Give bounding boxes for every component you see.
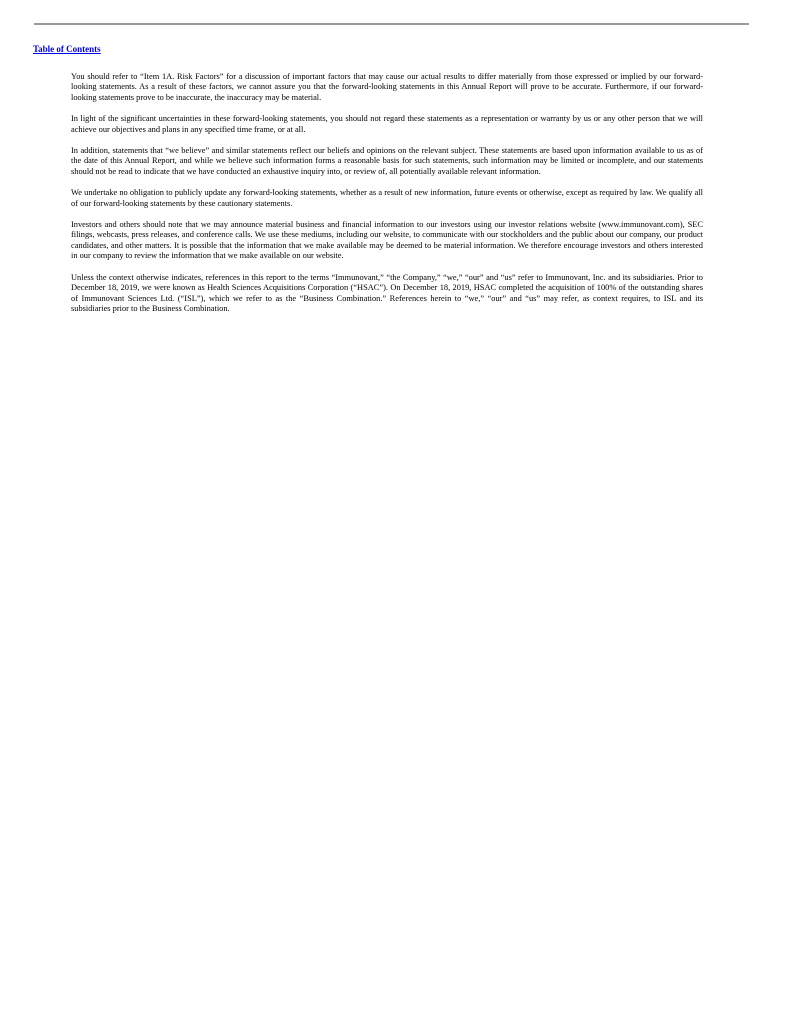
paragraph-investor-relations: Investors and others should note that we may announce material business and financial information to our investors using our investor relations website (www.immunovant.com), SEC filings, webcasts, press releases, and conference calls. We use these mediums, including our website, to communicate with our stockholders and the public about our company, our product candidates, and other matters. It is possible that the information that we make available may be deemed to be material information. We therefore encourage investors and others interested in our company to review the information that we make available on our website.: [71, 220, 703, 261]
paragraph-uncertainties: In light of the significant uncertainties in these forward-looking statements, you should not regard these statements as a representation or warranty by us or any other person that we will achieve our objectives and plans in any specified time frame, or at all.: [71, 114, 703, 134]
paragraph-risk-factors: You should refer to “Item 1A. Risk Factors” for a discussion of important factors that may cause our actual results to differ materially from those expressed or implied by our forward-looking statements. As a result of these factors, we cannot assure you that the forward-looking statements in this Annual Report will prove to be accurate. Furthermore, if our forward-looking statements prove to be inaccurate, the inaccuracy may be material.: [71, 72, 703, 102]
paragraph-no-obligation: We undertake no obligation to publicly update any forward-looking statements, whether as a result of new information, future events or otherwise, except as required by law. We qualify all of our forward-looking statements by these cautionary statements.: [71, 188, 703, 208]
table-of-contents-link[interactable]: Table of Contents: [33, 44, 101, 54]
paragraph-definitions: Unless the context otherwise indicates, references in this report to the terms “Immunovant,” “the Company,” “we,” “our” and “us” refer to Immunovant, Inc. and its subsidiaries. Prior to December 18, 2019, we were known as Health Sciences Acquisitions Corporation (“HSAC”). On December 18, 2019, HSAC completed the acquisition of 100% of the outstanding shares of Immunovant Sciences Ltd. (“ISL”), which we refer to as the “Business Combination.” References herein to “we,” “our” and “us” may refer, as context requires, to ISL and its subsidiaries prior to the Business Combination.: [71, 272, 703, 313]
paragraph-we-believe: In addition, statements that “we believe” and similar statements reflect our beliefs and opinions on the relevant subject. These statements are based upon information available to us as of the date of this Annual Report, and while we believe such information forms a reasonable basis for such statements, such information may be limited or incomplete, and our statements should not be read to indicate that we have conducted an exhaustive inquiry into, or review of, all potentially available relevant information.: [71, 146, 703, 176]
document-body: [71, 72, 703, 325]
header-divider: [34, 23, 749, 25]
